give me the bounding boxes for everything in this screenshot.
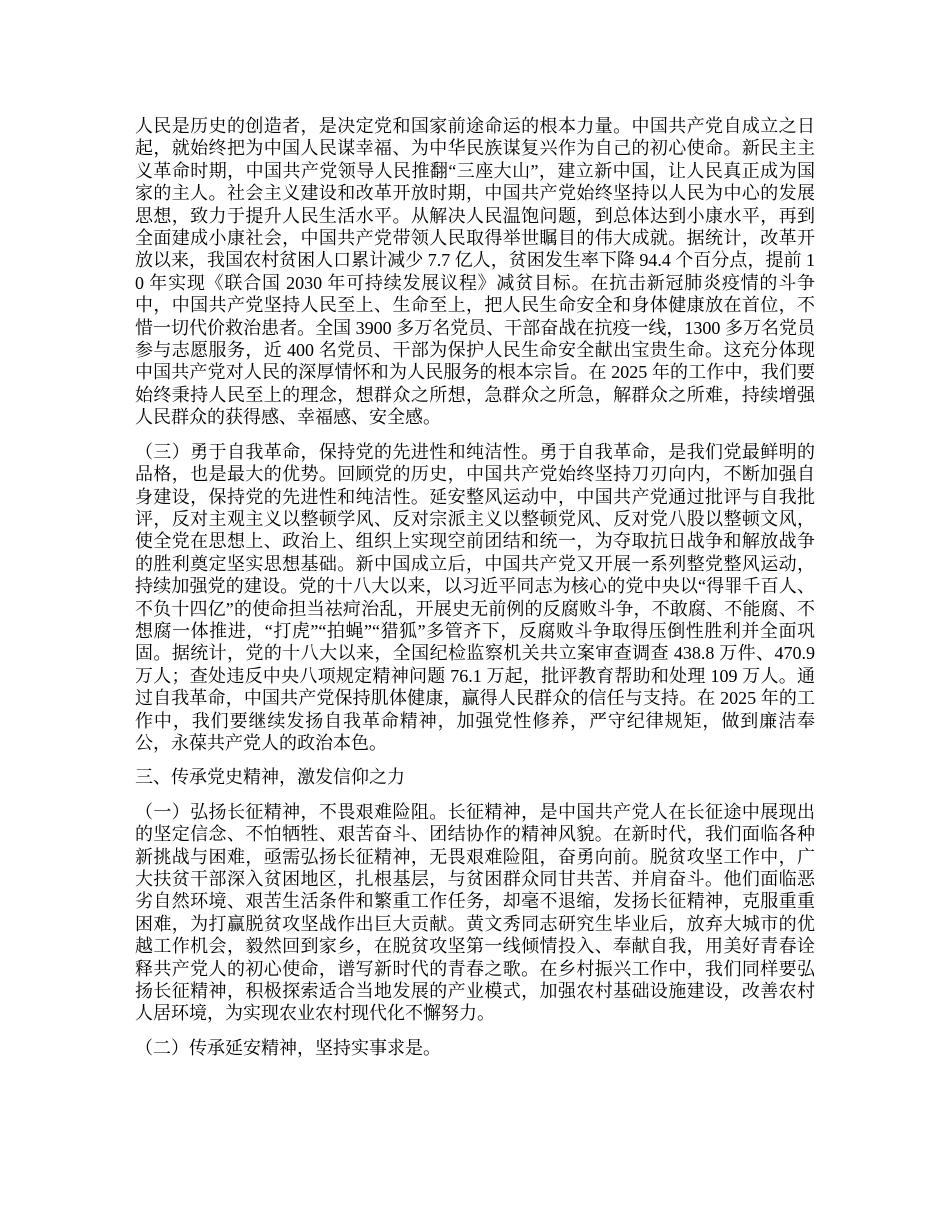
paragraph-inherit-yanan-spirit: （二）传承延安精神，坚持实事求是。	[135, 1037, 441, 1058]
paragraph-people-are-creators-of-history: 人民是历史的创造者，是决定党和国家前途命运的根本力量。中国共产党自成立之日起，就始终把为中国人民谋幸福、为中华民族谋复兴作为自己的初心使命。新民主主义革命时期，中国共产党领导人民推翻“三座大山”，建立新中国，让人民真正成为国家的主人。社会主义建设和改革开放时期，中国共产党始终坚持以人民为中心的发展思想，致力于提升人民生活水平。从解决人民温饱问题，到总体达到小康水平，再到全面建成小康社会，中国共产党带领人民取得举世瞩目的伟大成就。据统计，改革开放以来，我国农村贫困人口累计减少 7.7 亿人，贫困发生率下降 94.4 个百分点，提前 10 年实现《联合国 2030 年可持续发展议程》减贫目标。在抗击新冠肺炎疫情的斗争中，中国共产党坚持人民至上、生命至上，把人民生命安全和身体健康放在首位，不惜一切代价救治患者。全国 3900 多万名党员、干部奋战在抗疫一线，1300 多万名党员参与志愿服务，近 400 名党员、干部为保护人民生命安全献出宝贵生命。这充分体现中国共产党对人民的深厚情怀和为人民服务的根本宗旨。在 2025 年的工作中，我们要始终秉持人民至上的理念，想群众之所想，急群众之所急，解群众之所难，持续增强人民群众的获得感、幸福感、安全感。	[135, 116, 815, 428]
section-heading-inherit-party-history-spirit: 三、传承党史精神，激发信仰之力	[135, 767, 405, 788]
paragraph-courage-of-self-revolution: （三）勇于自我革命，保持党的先进性和纯洁性。勇于自我革命，是我们党最鲜明的品格，也是最大的优势。回顾党的历史，中国共产党始终坚持刀刃向内，不断加强自身建设，保持党的先进性和纯洁性。延安整风运动中，中国共产党通过批评与自我批评，反对主观主义以整顿学风、反对宗派主义以整顿党风、反对党八股以整顿文风，使全党在思想上、政治上、组织上实现空前团结和统一，为夺取抗日战争和解放战争的胜利奠定坚实思想基础。新中国成立后，中国共产党又开展一系列整党整风运动，持续加强党的建设。党的十八大以来，以习近平同志为核心的党中央以“得罪千百人、不负十四亿”的使命担当祛疴治乱，开展史无前例的反腐败斗争，不敢腐、不能腐、不想腐一体推进，“打虎”“拍蝇”“猎狐”多管齐下，反腐败斗争取得压倒性胜利并全面巩固。据统计，党的十八大以来，全国纪检监察机关共立案审查调查 438.8 万件、470.9 万人；查处违反中央八项规定精神问题 76.1 万起，批评教育帮助和处理 109 万人。通过自我革命，中国共产党保持肌体健康，赢得人民群众的信任与支持。在 2025 年的工作中，我们要继续发扬自我革命精神，加强党性修养，严守纪律规矩，做到廉洁奉公，永葆共产党人的政治本色。	[135, 441, 815, 753]
paragraph-carry-forward-long-march-spirit: （一）弘扬长征精神，不畏艰难险阻。长征精神，是中国共产党人在长征途中展现出的坚定信念、不怕牺牲、艰苦奋斗、团结协作的精神风貌。在新时代，我们面临各种新挑战与困难，亟需弘扬长征精神，无畏艰难险阻，奋勇向前。脱贫攻坚工作中，广大扶贫干部深入贫困地区，扎根基层，与贫困群众同甘共苦、并肩奋斗。他们面临恶劣自然环境、艰苦生活条件和繁重工作任务，却毫不退缩，发扬长征精神，克服重重困难，为打赢脱贫攻坚战作出巨大贡献。黄文秀同志研究生毕业后，放弃大城市的优越工作机会，毅然回到家乡，在脱贫攻坚第一线倾情投入、奉献自我，用美好青春诠释共产党人的初心使命，谱写新时代的青春之歌。在乡村振兴工作中，我们同样要弘扬长征精神，积极探索适合当地发展的产业模式，加强农村基础设施建设，改善农村人居环境，为实现农业农村现代化不懈努力。	[135, 801, 815, 1024]
